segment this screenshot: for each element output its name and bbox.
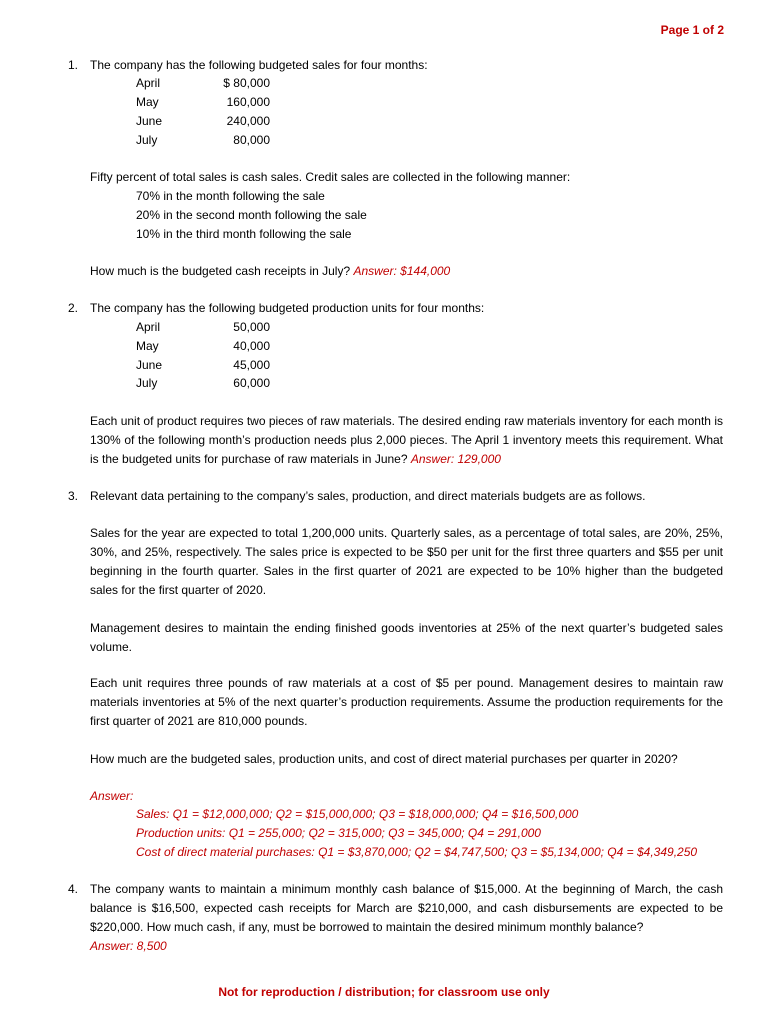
q2-paragraph: Each unit of product requires two pieces of raw materials. The desired ending raw materials inventory for each month is 130% of the following month’s production needs plus 2,000 pieces. The April 1 inventory meets this requirement. What is the budgeted units for purchase of raw materials in June? <box>90 414 723 466</box>
q2-intro: The company has the following budgeted production units for four months: <box>90 301 485 315</box>
page-number: Page 1 of 2 <box>660 23 724 37</box>
q3-number: 3. <box>68 489 79 503</box>
q1-amount: $ 80,000 <box>223 76 270 90</box>
q1-number: 1. <box>68 58 79 72</box>
q1-month: July <box>136 133 158 147</box>
q3-answer-materials: Cost of direct material purchases: Q1 = $3,870,000; Q2 = $4,747,500; Q3 = $5,134,000; Q4 = $4,349,250 <box>136 845 698 859</box>
q4-answer: Answer: 8,500 <box>90 939 167 953</box>
q2-number: 2. <box>68 301 79 315</box>
q3-answer-production: Production units: Q1 = 255,000; Q2 = 315,000; Q3 = 345,000; Q4 = 291,000 <box>136 826 541 840</box>
footer-notice: Not for reproduction / distribution; for classroom use only <box>218 985 550 999</box>
q1-question-line <box>90 262 723 281</box>
q3-paragraph-1: Sales for the year are expected to total 1,200,000 units. Quarterly sales, as a percentage of total sales, are 20%, 25%, 30%, and 25%, respectively. The sales price is expected to be $50 per unit for the first three quarters and $55 per unit beginning in the fourth quarter. Sales in the first quarter of 2021 are expected to be 10% higher than the budgeted sales for the first quarter of 2020. <box>90 526 723 597</box>
q3-intro: Relevant data pertaining to the company’s sales, production, and direct materials budgets are as follows. <box>90 489 646 503</box>
q3-paragraph-3: Each unit requires three pounds of raw materials at a cost of $5 per pound. Management desires to maintain raw materials inventories at 5% of the next quarter’s production requirements. Assume the production requirements for the first quarter of 2021 are 810,000 pounds. <box>90 676 723 728</box>
q2-month: May <box>136 339 159 353</box>
q2-amount: 60,000 <box>233 376 270 390</box>
q1-collection-3: 10% in the third month following the sale <box>136 227 352 241</box>
q3-paragraph-2: Management desires to maintain the ending finished goods inventories at 25% of the next quarter’s budgeted sales volume. <box>90 621 723 654</box>
q1-collection-1: 70% in the month following the sale <box>136 189 325 203</box>
q4-number: 4. <box>68 882 79 896</box>
q1-intro: The company has the following budgeted sales for four months: <box>90 58 428 72</box>
q2-amount: 50,000 <box>233 320 270 334</box>
q2-month: July <box>136 376 158 390</box>
q3-question: How much are the budgeted sales, production units, and cost of direct material purchases per quarter in 2020? <box>90 752 678 766</box>
q1-month: June <box>136 114 163 128</box>
q3-answer-label: Answer: <box>90 789 134 803</box>
q2-amount: 40,000 <box>233 339 270 353</box>
q1-amount: 80,000 <box>233 133 270 147</box>
q2-paragraph-block <box>90 412 723 469</box>
q1-month: May <box>136 95 159 109</box>
q2-amount: 45,000 <box>233 358 270 372</box>
q3-answer-sales: Sales: Q1 = $12,000,000; Q2 = $15,000,000; Q3 = $18,000,000; Q4 = $16,500,000 <box>136 807 579 821</box>
q2-month: June <box>136 358 163 372</box>
q1-question: How much is the budgeted cash receipts in July? <box>90 264 351 278</box>
q1-paragraph: Fifty percent of total sales is cash sales. Credit sales are collected in the following manner: <box>90 170 571 184</box>
q1-amount: 160,000 <box>226 95 270 109</box>
q2-month: April <box>136 320 161 334</box>
q4-text: The company wants to maintain a minimum monthly cash balance of $15,000. At the beginning of March, the cash balance is $16,500, expected cash receipts for March are $210,000, and cash disbursements are expected to be $220,000. How much cash, if any, must be borrowed to maintain the desired minimum monthly balance? <box>90 882 723 934</box>
q1-amount: 240,000 <box>226 114 270 128</box>
q2-answer: Answer: 129,000 <box>410 452 501 466</box>
q1-answer: Answer: $144,000 <box>353 264 451 278</box>
q1-month: April <box>136 76 161 90</box>
q1-collection-2: 20% in the second month following the sale <box>136 208 367 222</box>
